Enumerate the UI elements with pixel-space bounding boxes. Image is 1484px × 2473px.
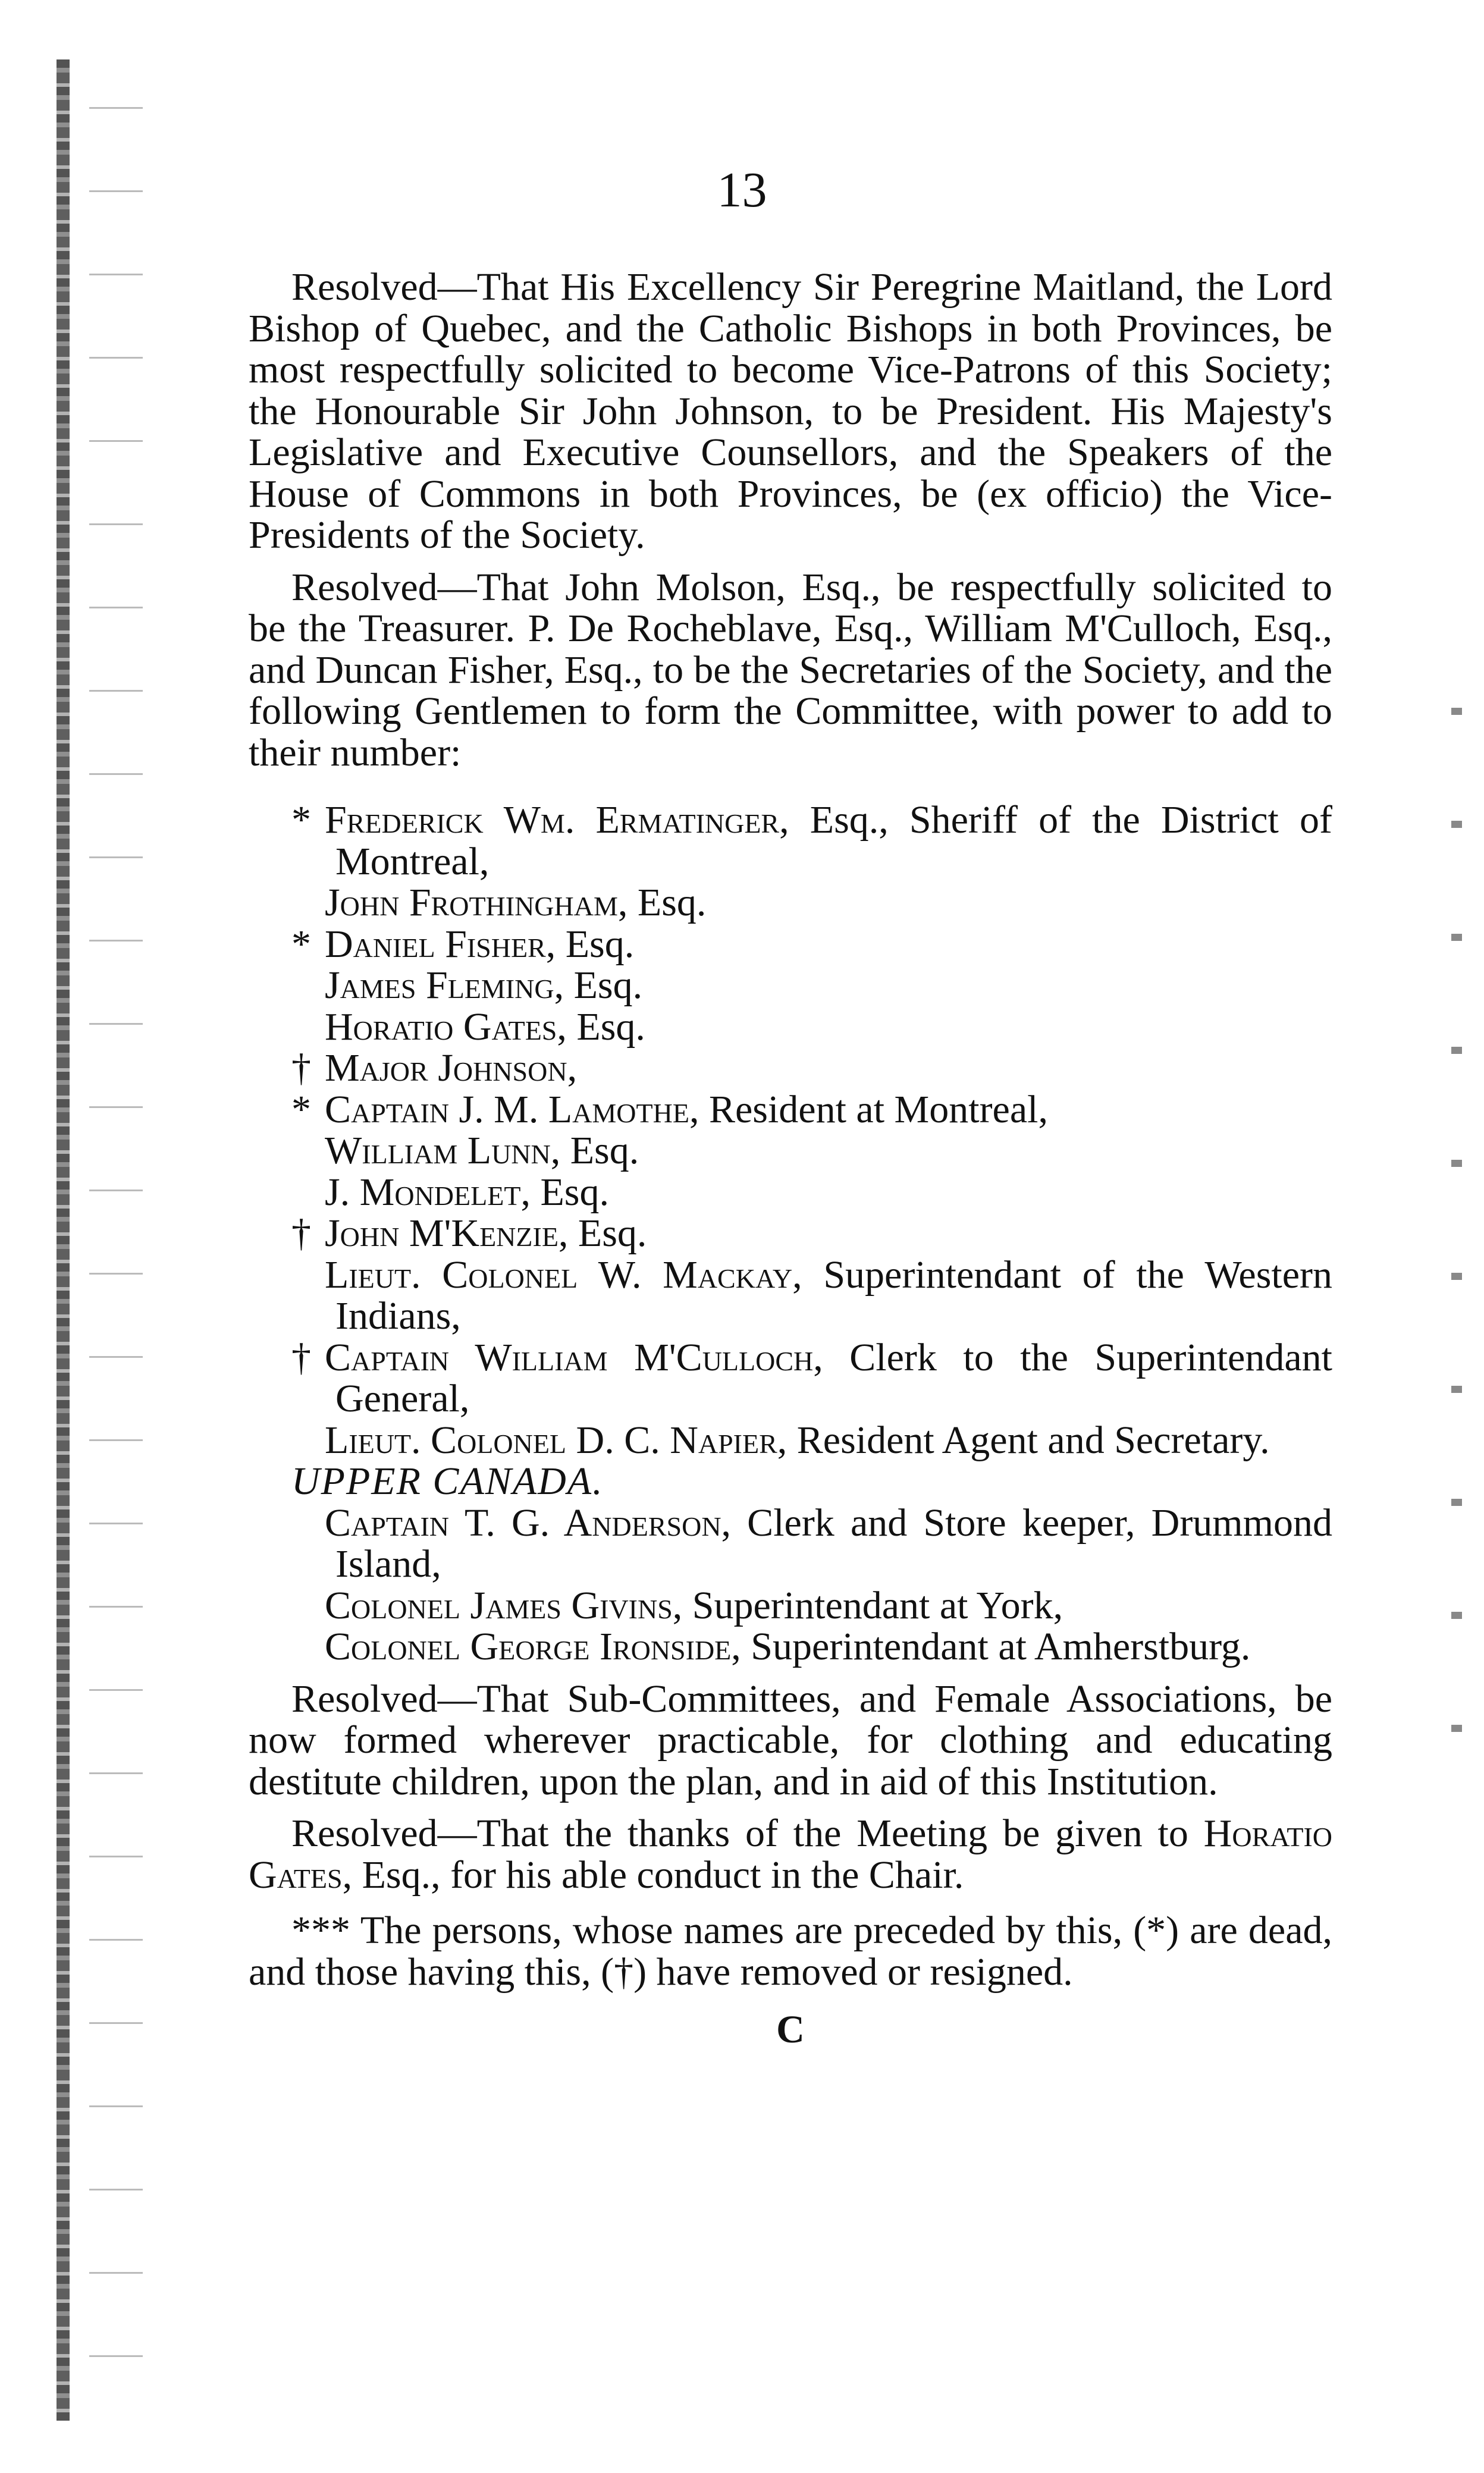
member-detail: , Esq. [550, 1129, 639, 1172]
member-detail: , Clerk to the Superintendant General, [335, 1335, 1332, 1420]
committee-member [291, 1420, 1332, 1461]
member-name: Major Johnson [325, 1046, 567, 1090]
page-body [249, 266, 1332, 2051]
member-name: J. Mondelet [325, 1170, 521, 1214]
member-name: Captain T. G. Anderson [325, 1501, 721, 1545]
committee-member [291, 965, 1332, 1006]
member-name: Colonel James Givins [325, 1583, 673, 1627]
member-detail: , Resident Agent and Secretary. [777, 1418, 1270, 1462]
upper-canada-member [291, 1585, 1332, 1627]
committee-member [291, 1006, 1332, 1048]
member-detail: , Clerk and Store keeper, Drummond Island, [335, 1501, 1332, 1586]
member-detail: , Esq. [558, 1212, 647, 1255]
committee-list [249, 799, 1332, 1668]
section-heading-upper-canada: UPPER CANADA. [291, 1460, 604, 1503]
committee-member [291, 882, 1332, 924]
member-name: John Frothingham [325, 881, 618, 924]
member-mark: † [291, 1046, 311, 1090]
committee-member [291, 1047, 1332, 1089]
upper-canada-member [291, 1626, 1332, 1668]
resolution-thanks: Resolved—That the thanks of the Meeting be given to Horatio Gates, Esq., for his able conduct in the Chair. [249, 1812, 1332, 1897]
member-detail: , [567, 1046, 578, 1090]
member-name: William Lunn [325, 1129, 551, 1172]
member-name: Horatio Gates [325, 1005, 557, 1049]
page-binding-edge [57, 59, 70, 2421]
member-name: Colonel George Ironside [325, 1625, 732, 1668]
committee-member [291, 924, 1332, 965]
member-name: Captain J. M. Lamothe [325, 1087, 689, 1131]
committee-member [291, 799, 1332, 882]
member-name: Lieut. Colonel W. Mackay [325, 1253, 793, 1297]
committee-member [291, 1130, 1332, 1172]
resolution-officers: Resolved—That John Molson, Esq., be respectfully solicited to be the Treasurer. P. De Rocheblave, Esq., William M'Culloch, Esq., and Duncan Fisher, Esq., to be the Secretaries of the Society, and the following Gentlemen to form the Committee, with power to add to their number: [249, 565, 1332, 774]
chair-name: Horatio Gates [249, 1812, 1332, 1897]
member-name: James Fleming [325, 964, 554, 1007]
member-name: Frederick Wm. Ermatinger [325, 798, 780, 842]
member-name: Captain William M'Culloch [325, 1335, 814, 1379]
member-detail: , Superintendant at Amherstburg. [731, 1625, 1251, 1668]
resolution-subcommittees: Resolved—That Sub-Committees, and Female Associations, be now formed wherever practicable, for clothing and educating destitute children, upon the plan, and in aid of this Institution. [249, 1677, 1332, 1803]
committee-member [291, 1172, 1332, 1213]
member-detail: , Esq. [617, 881, 707, 924]
upper-canada-member [291, 1502, 1332, 1585]
committee-member [291, 1213, 1332, 1254]
member-detail: , Esq. [545, 922, 635, 966]
member-detail: , Esq. [520, 1170, 609, 1214]
member-mark: † [291, 1212, 311, 1255]
signature-mark: C [776, 2008, 805, 2051]
member-detail: , Superintendant at York, [672, 1583, 1063, 1627]
committee-member [291, 1337, 1332, 1420]
member-detail: , Esq., Sheriff of the District of Montreal, [335, 798, 1332, 883]
member-name: John M'Kenzie [325, 1212, 559, 1255]
member-detail: , Superintendant of the Western Indians, [335, 1253, 1332, 1338]
scan-specks-right [1451, 654, 1462, 1784]
member-name: Daniel Fisher [325, 922, 546, 966]
member-name: Lieut. Colonel D. C. Napier [325, 1418, 777, 1462]
member-mark: * [291, 922, 311, 966]
scan-specks [89, 71, 143, 2391]
footnote: *** The persons, whose names are preceded by this, (*) are dead, and those having this, (†) have removed or resigned. [249, 1909, 1332, 1994]
member-mark: * [291, 1087, 311, 1131]
member-detail: , Esq. [554, 964, 643, 1007]
member-mark: * [291, 798, 311, 842]
page-number: 13 [717, 162, 767, 218]
resolution-patrons: Resolved—That His Excellency Sir Peregrine Maitland, the Lord Bishop of Quebec, and the Catholic Bishops in both Provinces, be most respectfully solicited to become Vice-Patrons of this Society; the Honourable Sir John Johnson, to be President. His Majesty's Legislative and Executive Counsellors, and the Speakers of the House of Commons in both Provinces, be (ex officio) the Vice-Presidents of the Society. [249, 265, 1332, 557]
committee-member [291, 1254, 1332, 1337]
member-detail: , Resident at Montreal, [689, 1087, 1048, 1131]
member-detail: , Esq. [557, 1005, 645, 1049]
committee-member [291, 1089, 1332, 1131]
member-mark: † [291, 1335, 311, 1379]
